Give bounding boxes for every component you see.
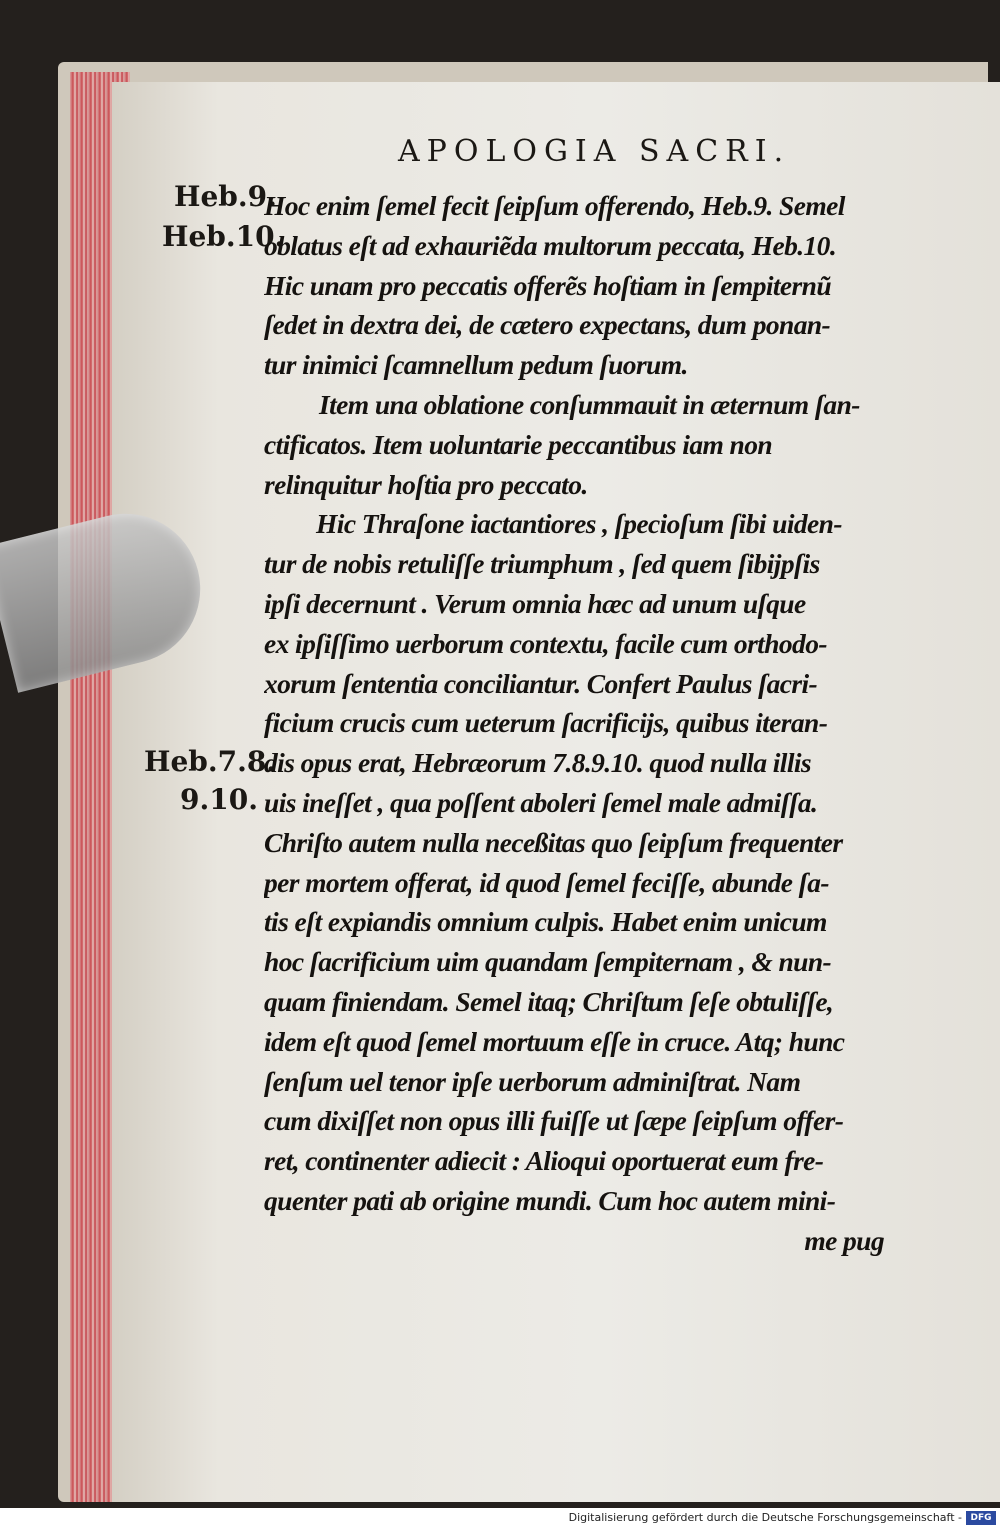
page-header: APOLOGIA SACRI. <box>398 134 791 169</box>
dfg-logo: DFG <box>966 1511 996 1525</box>
margin-note: Heb.7.8. <box>144 745 277 778</box>
text-line: Hoc enim ſemel fecit ſeipſum offerendo, Heb.9. Semel <box>264 190 845 221</box>
text-line: oblatus eſt ad exhauriẽda multorum peccata, Heb.10. <box>264 229 837 261</box>
text-line: Hic unam pro peccatis offerẽs hoſtiam in ſempiternũ <box>264 269 832 301</box>
text-line: ſenſum uel tenor ipſe uerborum adminiſtrat. Nam <box>264 1065 801 1097</box>
text-line: ctificatos. Item uoluntarie peccantibus iam non <box>264 428 773 460</box>
text-line: ficium crucis cum ueterum ſacrificijs, quibus iteran- <box>264 707 828 739</box>
text-line: Hic Thraſone iactantiores , ſpecioſum ſibi uiden- <box>316 508 842 540</box>
text-line: ſedet in dextra dei, de cætero expectans, dum ponan- <box>264 309 831 341</box>
text-line: tis eſt expiandis omnium culpis. Habet enim unicum <box>264 906 827 938</box>
text-line: quam finiendam. Semel itaq; Chriſtum ſeſe obtuliſſe, <box>264 985 834 1017</box>
text-line: ipſi decernunt . Verum omnia hæc ad unum uſque <box>264 587 806 619</box>
text-line: Chriſto autem nulla neceßitas quo ſeipſum frequenter <box>264 826 843 858</box>
footer-credit: Digitalisierung gefördert durch die Deutsche Forschungsgemeinschaft - <box>568 1511 962 1524</box>
text-line: relinquitur hoſtia pro peccato. <box>264 468 588 500</box>
text-line: ex ipſiſſimo uerborum contextu, facile cum orthodo- <box>264 627 827 659</box>
text-line: per mortem offerat, id quod ſemel feciſſe, abunde ſa- <box>264 866 829 898</box>
footer-bar <box>0 1508 1000 1528</box>
margin-note: 9.10. <box>180 783 258 816</box>
text-line: hoc ſacrificium uim quandam ſempiternam , & nun- <box>264 946 832 978</box>
text-line: quenter pati ab origine mundi. Cum hoc autem mini- <box>264 1184 836 1216</box>
text-line: ret, continenter adiecit : Alioqui oportuerat eum fre- <box>264 1145 824 1177</box>
catchword: me pug <box>804 1224 884 1256</box>
text-line: xorum ſententia conciliantur. Confert Paulus ſacri- <box>264 667 818 699</box>
margin-note: Heb.10. <box>162 220 285 253</box>
text-line: dis opus erat, Hebræorum 7.8.9.10. quod nulla illis <box>264 747 812 779</box>
main-text <box>264 186 904 1261</box>
text-line: Item una oblatione conſummauit in æternum ſan- <box>319 388 860 420</box>
text-line: uis ineſſet , qua poſſent aboleri ſemel male admiſſa. <box>264 786 818 818</box>
margin-note: Heb.9. <box>174 180 277 213</box>
text-line: idem eſt quod ſemel mortuum eſſe in cruce. Atq; hunc <box>264 1025 845 1057</box>
text-line: tur de nobis retuliſſe triumphum , ſed quem ſibijpſis <box>264 548 820 580</box>
text-line: tur inimici ſcamnellum pedum ſuorum. <box>264 349 688 381</box>
text-line: cum dixiſſet non opus illi fuiſſe ut ſæpe ſeipſum offer- <box>264 1105 844 1137</box>
